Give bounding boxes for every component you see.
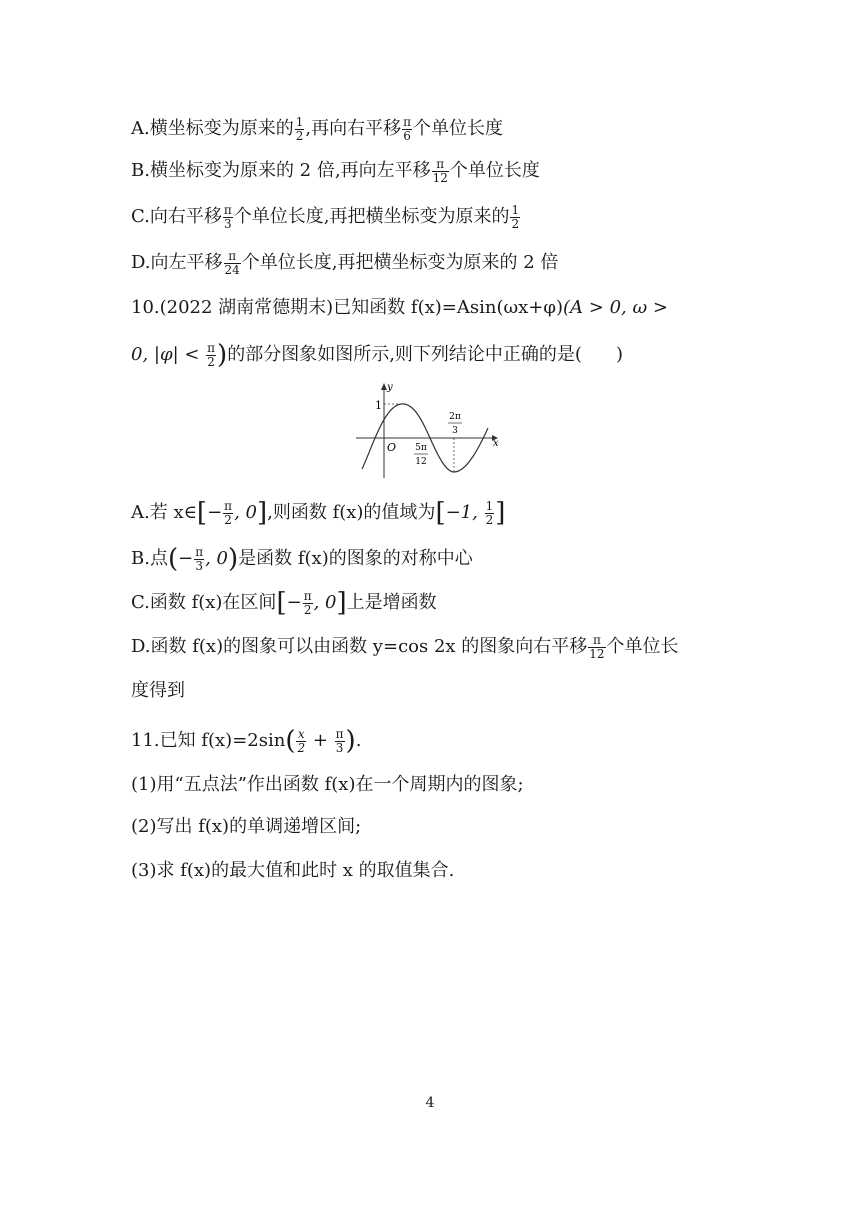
origin-label: O	[387, 441, 397, 454]
fraction: $\frac{1}{2}$	[295, 115, 304, 143]
option-9b: B.横坐标变为原来的 2 倍,再向左平移 $\frac{\pi}{12}$ 个单位长度	[131, 157, 540, 185]
question-11-part-2: (2)写出 f(x)的单调递增区间;	[131, 816, 362, 837]
option-10d: D.函数 f(x)的图象可以由函数 y=cos 2x 的图象向右平移 $\frac{\pi}{12}$ 个单位长	[131, 633, 679, 661]
tick-5pi12-num: 5π	[415, 443, 427, 453]
fraction: $\frac{1}{2}$	[511, 203, 520, 231]
fraction: $\frac{\pi}{3}$	[335, 727, 344, 755]
option-10b: B.点(− $\frac{\pi}{3}$ , 0)是函数 f(x)的图象的对称中心	[131, 544, 473, 575]
page-number: 4	[425, 1095, 435, 1111]
y-label: y	[387, 382, 393, 393]
tick-2pi3-den: 3	[452, 426, 458, 436]
tick-5pi12-den: 12	[415, 457, 427, 467]
question-10-stem-line2: 0, |φ| < $\frac{\pi}{2}$ )的部分图象如图所示,则下列结论中正确的是( )	[131, 340, 623, 371]
tick-2pi3-num: 2π	[449, 412, 461, 422]
sine-graph	[354, 378, 504, 482]
tick-one: 1	[375, 399, 382, 412]
option-10c: C.函数 f(x)在区间[− $\frac{\pi}{2}$ , 0]上是增函数	[131, 588, 437, 619]
option-9d: D.向左平移 $\frac{\pi}{24}$ 个单位长度,再把横坐标变为原来的 2 倍	[131, 249, 559, 277]
fraction: $\frac{x}{2}$	[297, 727, 306, 755]
fraction: $\frac{\pi}{3}$	[195, 545, 204, 573]
x-label: x	[493, 438, 499, 449]
question-11-stem: 11.已知 f(x)=2sin( $\frac{x}{2}$ + $\frac{\pi}{3}$ ).	[131, 726, 362, 757]
option-9c: C.向右平移 $\frac{\pi}{3}$ 个单位长度,再把横坐标变为原来的 $\frac{1}{2}$	[131, 203, 520, 231]
question-11-part-3: (3)求 f(x)的最大值和此时 x 的取值集合.	[131, 860, 455, 881]
question-11-part-1: (1)用“五点法”作出函数 f(x)在一个周期内的图象;	[131, 774, 524, 795]
fraction: $\frac{\pi}{2}$	[207, 341, 216, 369]
option-9a: A.横坐标变为原来的 $\frac{1}{2}$ ,再向右平移 $\frac{\pi}{6}$ 个单位长度	[131, 115, 503, 143]
fraction: $\frac{\pi}{6}$	[403, 115, 411, 143]
fraction: $\frac{\pi}{24}$	[224, 249, 240, 277]
fraction: $\frac{\pi}{3}$	[223, 203, 232, 231]
fraction: $\frac{\pi}{12}$	[432, 157, 448, 185]
fraction: $\frac{\pi}{2}$	[224, 499, 233, 527]
fraction: $\frac{\pi}{12}$	[589, 633, 605, 661]
option-10d-cont: 度得到	[131, 680, 185, 701]
question-10-stem-line1: 10.(2022 湖南常德期末)已知函数 f(x)=Asin(ωx+φ)(A > 0, ω >	[131, 297, 668, 318]
fraction: $\frac{\pi}{2}$	[303, 589, 312, 617]
option-10a: A.若 x∈[− $\frac{\pi}{2}$ , 0],则函数 f(x)的值域为[−1, $\frac{1}{2}$ ]	[131, 498, 506, 529]
fraction: $\frac{1}{2}$	[485, 499, 494, 527]
